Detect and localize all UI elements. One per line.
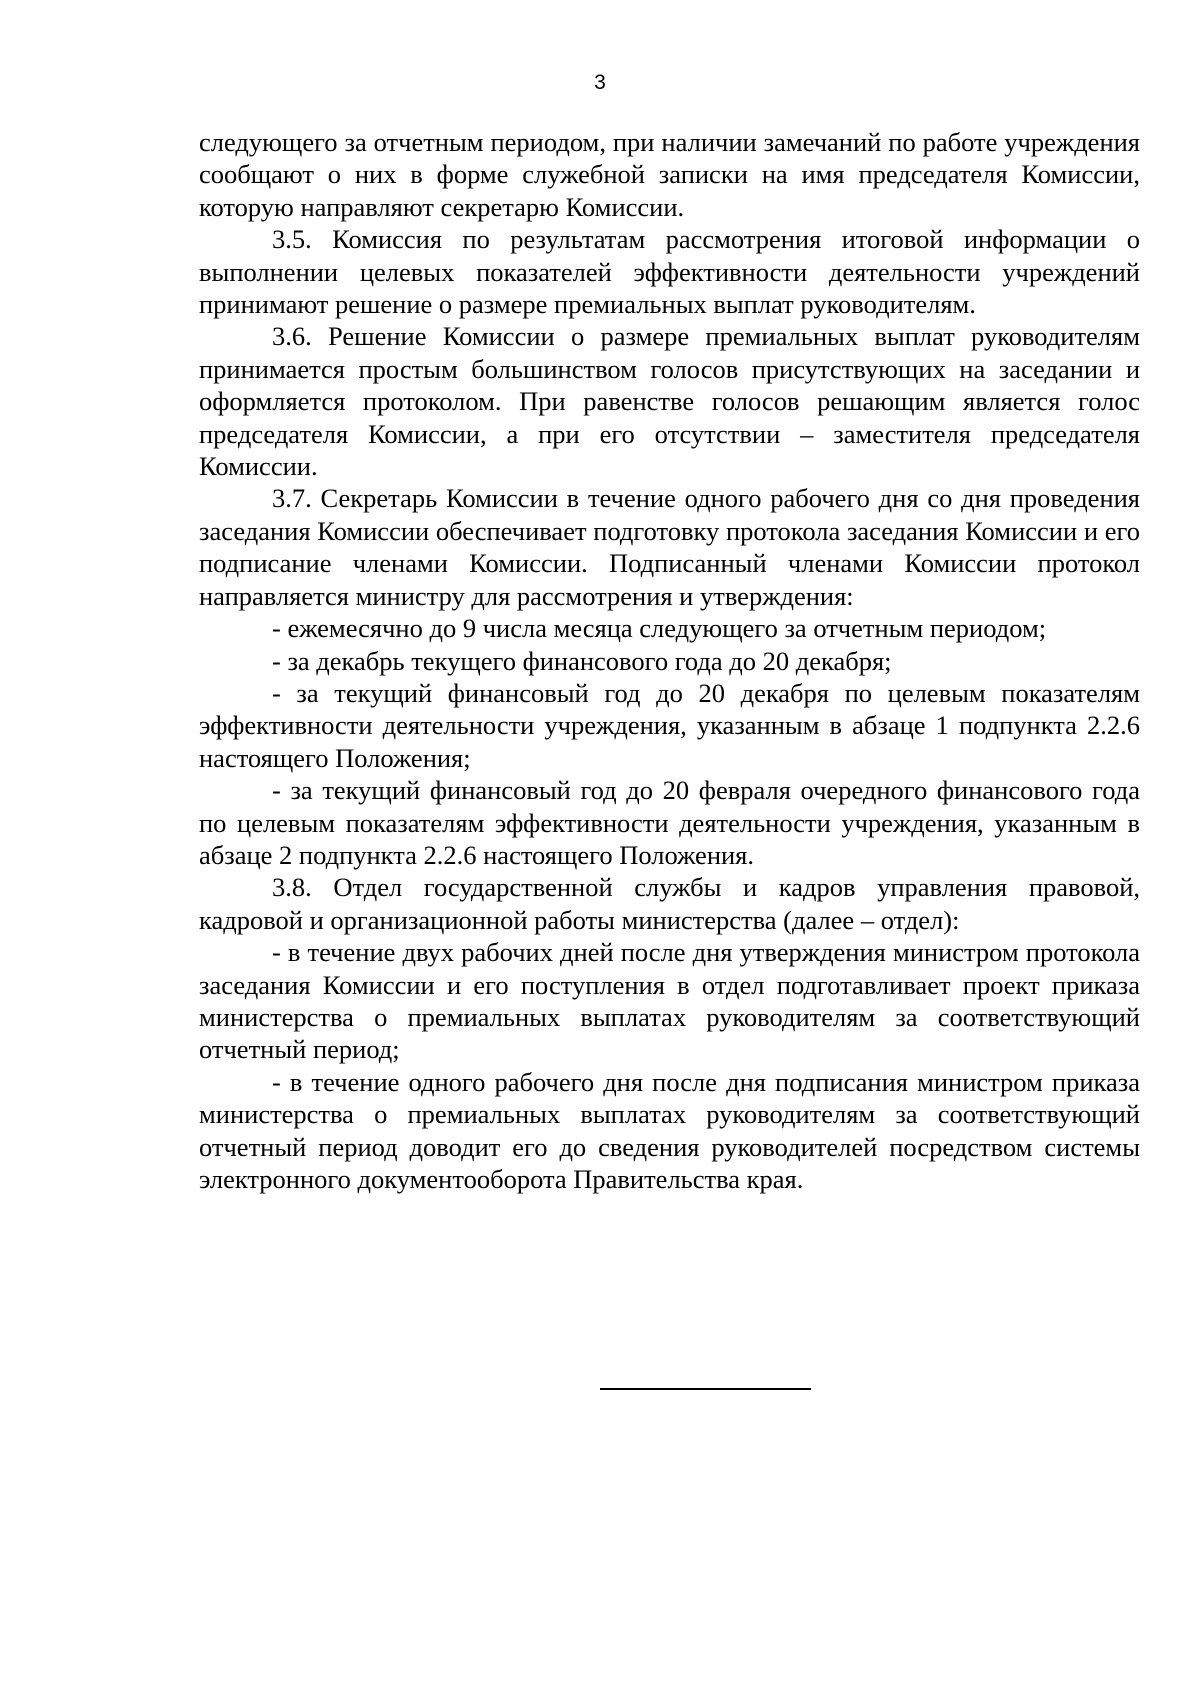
paragraph-3-6: 3.6. Решение Комиссии о размере премиальных выплат руководителям принимается простым большинством голосов присутствующих на заседании и оформляется протоколом. При равенстве голосов решающим является голос председателя Комиссии, а при его отсутствии – заместителя председателя Комиссии. — [199, 321, 1140, 482]
paragraph-3-8: 3.8. Отдел государственной службы и кадров управления правовой, кадровой и организационной работы министерства (далее – отдел): — [199, 872, 1140, 935]
paragraph-3-7: 3.7. Секретарь Комиссии в течение одного рабочего дня со дня проведения заседания Комиссии обеспечивает подготовку протокола заседания Комиссии и его подписание членами Комиссии. Подписанный членами Комиссии протокол направляется министру для рассмотрения и утверждения: — [199, 483, 1140, 611]
list-item-monthly-deadline: - ежемесячно до 9 числа месяца следующего за отчетным периодом; — [272, 613, 1047, 644]
list-item-order-preparation: - в течение двух рабочих дней после дня утверждения министром протокола заседания Комиссии и его поступления в отдел подготавливает проект приказа министерства о премиальных выплатах руководителям за соответствующий отчетный период; — [199, 937, 1140, 1065]
end-divider-line — [600, 1388, 811, 1390]
paragraph-3-5: 3.5. Комиссия по результатам рассмотрения итоговой информации о выполнении целевых показателей эффективности деятельности учреждений принимают решение о размере премиальных выплат руководителям. — [199, 224, 1140, 320]
list-item-december-deadline: - за декабрь текущего финансового года до 20 декабря; — [272, 645, 892, 676]
page-number: 3 — [594, 71, 606, 94]
paragraph-continuation: следующего за отчетным периодом, при наличии замечаний по работе учреждения сообщают о них в форме служебной записки на имя председателя Комиссии, которую направляют секретарю Комиссии. — [199, 127, 1140, 222]
list-item-year-december-deadline: - за текущий финансовый год до 20 декабря по целевым показателям эффективности деятельности учреждения, указанным в абзаце 1 подпункта 2.2.6 настоящего Положения; — [199, 677, 1140, 773]
document-body — [199, 126, 1140, 1195]
list-item-order-notification: - в течение одного рабочего дня после дня подписания министром приказа министерства о премиальных выплатах руководителям за соответствующий отчетный период доводит его до сведения руководителей посредством системы электронного документооборота Правительства края. — [199, 1066, 1140, 1194]
list-item-year-february-deadline: - за текущий финансовый год до 20 февраля очередного финансового года по целевым показателям эффективности деятельности учреждения, указанным в абзаце 2 подпункта 2.2.6 настоящего Положения. — [199, 775, 1140, 870]
